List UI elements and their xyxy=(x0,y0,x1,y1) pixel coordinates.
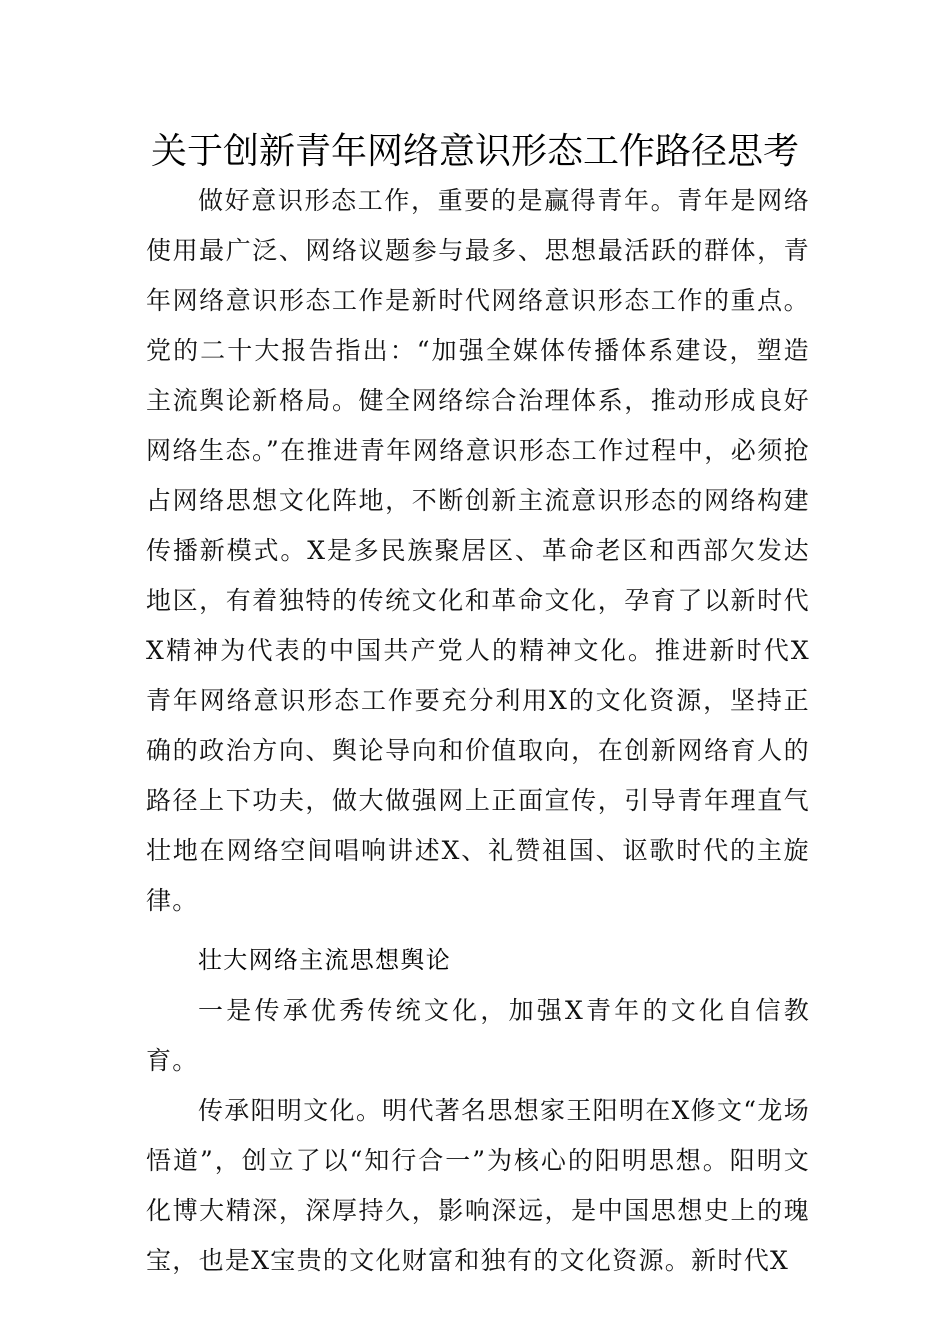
section-heading: 壮大网络主流思想舆论 xyxy=(198,946,451,974)
point-one-paragraph: 一是传承优秀传统文化，加强X青年的文化自信教育。 xyxy=(146,996,810,1075)
document-body xyxy=(146,176,810,1286)
intro-paragraph: 做好意识形态工作，重要的是赢得青年。青年是网络使用最广泛、网络议题参与最多、思想最活跃的群体，青年网络意识形态工作是新时代网络意识形态工作的重点。党的二十大报告指出：“加强全媒体传播体系建设，塑造主流舆论新格局。健全网络综合治理体系，推动形成良好网络生态。”在推进青年网络意识形态工作过程中，必须抢占网络思想文化阵地，不断创新主流意识形态的网络构建传播新模式。X是多民族聚居区、革命老区和西部欠发达地区，有着独特的传统文化和革命文化，孕育了以新时代X精神为代表的中国共产党人的精神文化。推进新时代X青年网络意识形态工作要充分利用X的文化资源，坚持正确的政治方向、舆论导向和价值取向，在创新网络育人的路径上下功夫，做大做强网上正面宣传，引导青年理直气壮地在网络空间唱响讲述X、礼赞祖国、讴歌时代的主旋律。 xyxy=(146,186,810,915)
document-title: 关于创新青年网络意识形态工作路径思考 xyxy=(150,131,799,172)
yangming-paragraph: 传承阳明文化。明代著名思想家王阳明在X修文“龙场悟道”，创立了以“知行合一”为核心的阳明思想。阳明文化博大精深，深厚持久，影响深远，是中国思想史上的瑰宝，也是X宝贵的文化财富和独有的文化资源。新时代X xyxy=(146,1096,810,1275)
